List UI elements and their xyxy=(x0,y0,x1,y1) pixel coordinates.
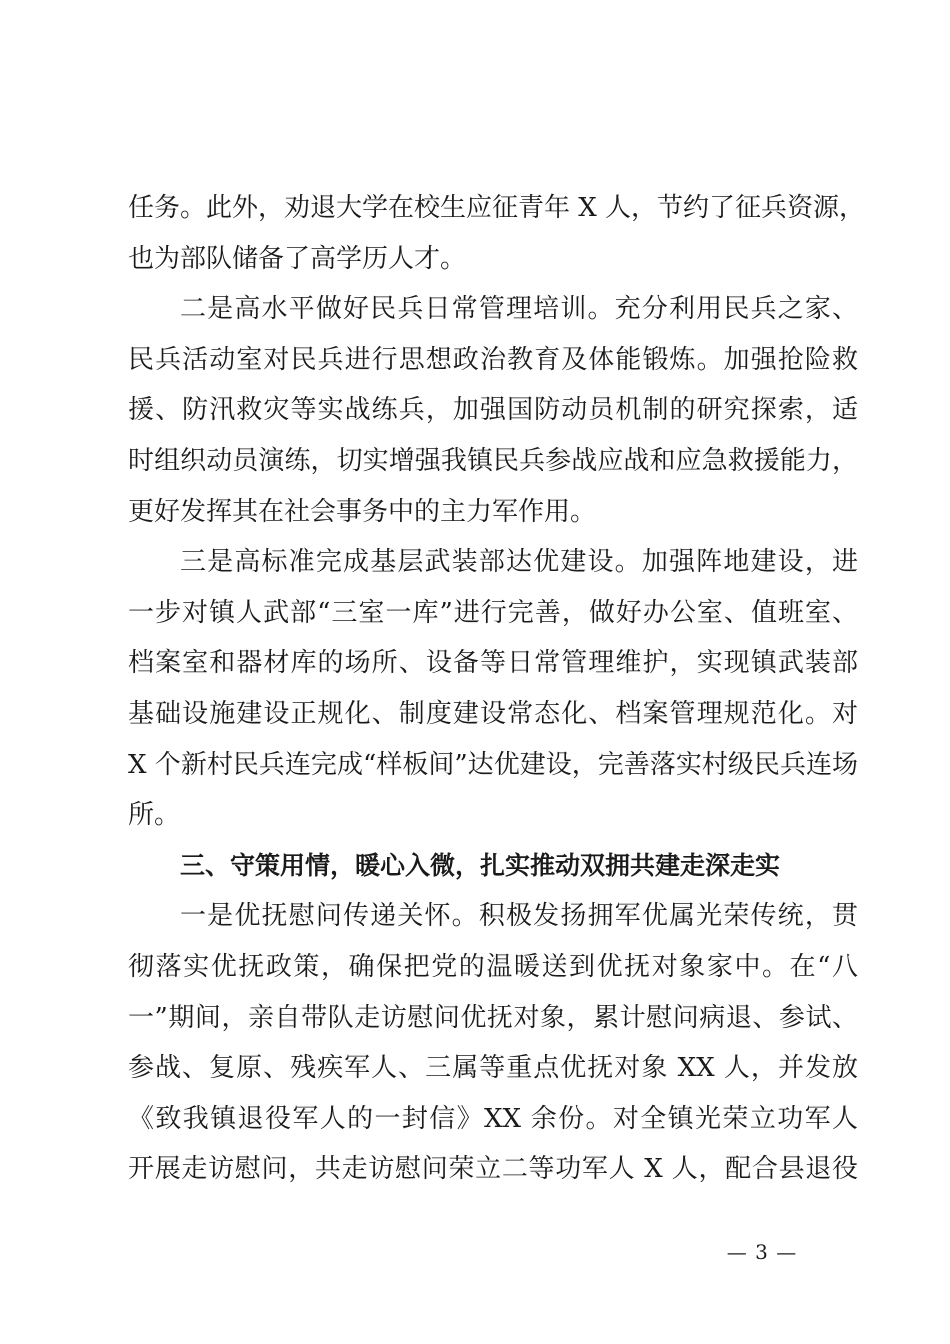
text-line: 基础设施建设正规化、制度建设常态化、档案管理规范化。对 xyxy=(128,698,858,729)
section-heading: 三、守策用情，暖心入微，扎实推动双拥共建走深走实 xyxy=(180,850,781,880)
text-line: 时组织动员演练，切实增强我镇民兵参战应战和应急救援能力， xyxy=(128,445,858,476)
text-line: X 个新村民兵连完成“样板间”达优建设，完善落实村级民兵连场 xyxy=(128,749,858,780)
paragraph-start-line: 一是优抚慰问传递关怀。积极发扬拥军优属光荣传统，贯 xyxy=(180,901,858,932)
text-line: 更好发挥其在社会事务中的主力军作用。 xyxy=(128,496,597,527)
text-line: 《致我镇退役军人的一封信》XX 余份。对全镇光荣立功军人 xyxy=(128,1103,858,1134)
paragraph-start-line: 二是高水平做好民兵日常管理培训。充分利用民兵之家、 xyxy=(180,294,858,325)
text-line: 开展走访慰问，共走访慰问荣立二等功军人 X 人，配合县退役 xyxy=(128,1154,858,1185)
text-line: 也为部队储备了高学历人才。 xyxy=(128,243,467,274)
text-line: 档案室和器材库的场所、设备等日常管理维护，实现镇武装部 xyxy=(128,648,858,679)
text-line: 一”期间，亲自带队走访慰问优抚对象，累计慰问病退、参试、 xyxy=(128,1002,858,1033)
text-line: 任务。此外，劝退大学在校生应征青年 X 人，节约了征兵资源， xyxy=(128,193,866,223)
text-line: 民兵活动室对民兵进行思想政治教育及体能锻炼。加强抢险救 xyxy=(128,344,858,375)
text-line: 援、防汛救灾等实战练兵，加强国防动员机制的研究探索，适 xyxy=(128,395,858,426)
text-line: 一步对镇人武部“三室一库”进行完善，做好办公室、值班室、 xyxy=(128,597,858,628)
text-line: 彻落实优抚政策，确保把党的温暖送到优抚对象家中。在“八 xyxy=(128,951,858,982)
text-line: 所。 xyxy=(128,800,181,831)
page-number: — 3 — xyxy=(726,1240,798,1264)
document-body xyxy=(128,183,866,1195)
paragraph-start-line: 三是高标准完成基层武装部达优建设。加强阵地建设，进 xyxy=(180,547,858,578)
text-line: 参战、复原、残疾军人、三属等重点优抚对象 XX 人，并发放 xyxy=(128,1053,858,1084)
